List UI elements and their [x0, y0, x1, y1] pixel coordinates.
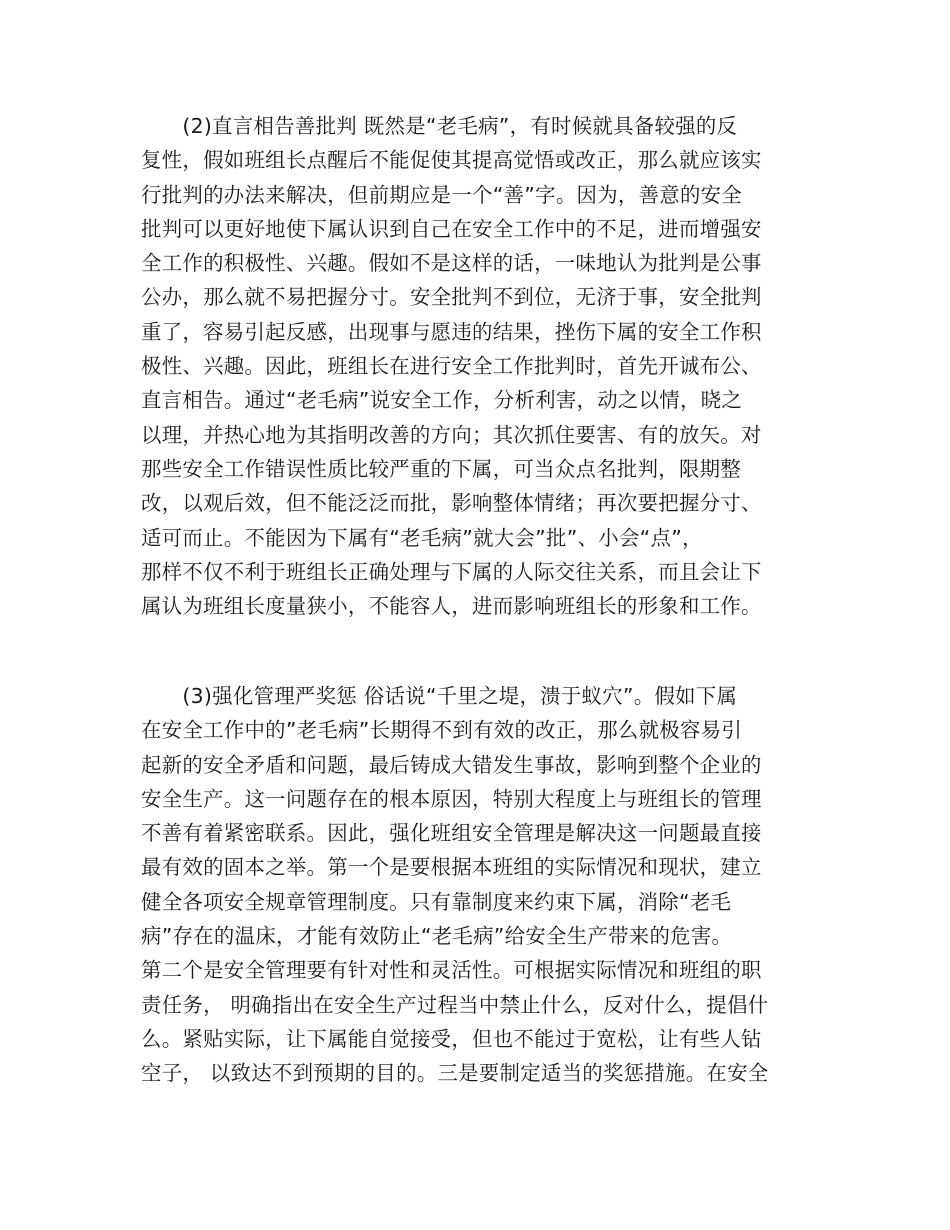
- text-line: 第二个是安全管理要有针对性和灵活性。可根据实际情况和班组的职: [141, 958, 762, 983]
- text-line: 病”存在的温床，才能有效防止“老毛病”给安全生产带来的危害。: [141, 924, 733, 949]
- text-line: (2)直言相告善批判 既然是“老毛病”，有时候就具备较强的反: [141, 114, 738, 138]
- text-line: 适可而止。不能因为下属有“老毛病”就大会”批”、小会“点”，: [141, 525, 703, 550]
- text-line: 最有效的固本之举。第一个是要根据本班组的实际情况和现状，建立: [141, 855, 762, 880]
- text-line: 空子， 以致达不到预期的目的。三是要制定适当的奖惩措施。在安全: [141, 1061, 769, 1086]
- text-line: 那些安全工作错误性质比较严重的下属，可当众点名批判，限期整: [141, 456, 742, 481]
- paragraph-management: [141, 679, 811, 1091]
- text-line: 那样不仅不利于班组长正确处理与下属的人际交往关系，而且会让下: [141, 559, 762, 584]
- text-line: 批判可以更好地使下属认识到自己在安全工作中的不足，进而增强安: [141, 216, 762, 241]
- text-line: (3)强化管理严奖惩 俗话说“千里之堤，溃于蚁穴”。假如下属: [141, 684, 738, 708]
- text-line: 重了，容易引起反感，出现事与愿违的结果，挫伤下属的安全工作积: [141, 319, 762, 344]
- text-line: 健全各项安全规章管理制度。只有靠制度来约束下属，消除“老毛: [141, 889, 732, 914]
- text-line: 直言相告。通过“老毛病”说安全工作，分析利害，动之以情，晓之: [141, 388, 743, 413]
- text-line: 改，以观后效，但不能泛泛而批，影响整体情绪；再次要把握分寸、: [141, 491, 762, 516]
- paragraph-criticism: [141, 109, 811, 623]
- text-line: 行批判的办法来解决，但前期应是一个“善”字。因为，善意的安全: [141, 182, 743, 207]
- text-line: 复性，假如班组长点醒后不能促使其提高觉悟或改正，那么就应该实: [141, 148, 762, 173]
- text-line: 不善有着紧密联系。因此，强化班组安全管理是解决这一问题最直接: [141, 821, 762, 846]
- text-line: 极性、兴趣。因此，班组长在进行安全工作批判时，首先开诚布公、: [141, 354, 762, 379]
- text-line: 么。紧贴实际，让下属能自觉接受，但也不能过于宽松，让有些人钻: [141, 1026, 762, 1051]
- text-line: 责任务， 明确指出在安全生产过程当中禁止什么，反对什么，提倡什: [141, 992, 769, 1017]
- text-line: 在安全工作中的”老毛病”长期得不到有效的改正，那么就极容易引: [141, 718, 743, 743]
- text-line: 安全生产。这一问题存在的根本原因，特别大程度上与班组长的管理: [141, 786, 762, 811]
- text-line: 起新的安全矛盾和问题，最后铸成大错发生事故，影响到整个企业的: [141, 752, 762, 777]
- text-line: 以理，并热心地为其指明改善的方向；其次抓住要害、有的放矢。对: [141, 422, 762, 447]
- text-line: 全工作的积极性、兴趣。假如不是这样的话，一味地认为批判是公事: [141, 251, 762, 276]
- text-line: 属认为班组长度量狭小，不能容人，进而影响班组长的形象和工作。: [141, 594, 762, 619]
- text-line: 公办，那么就不易把握分寸。安全批判不到位，无济于事，安全批判: [141, 285, 762, 310]
